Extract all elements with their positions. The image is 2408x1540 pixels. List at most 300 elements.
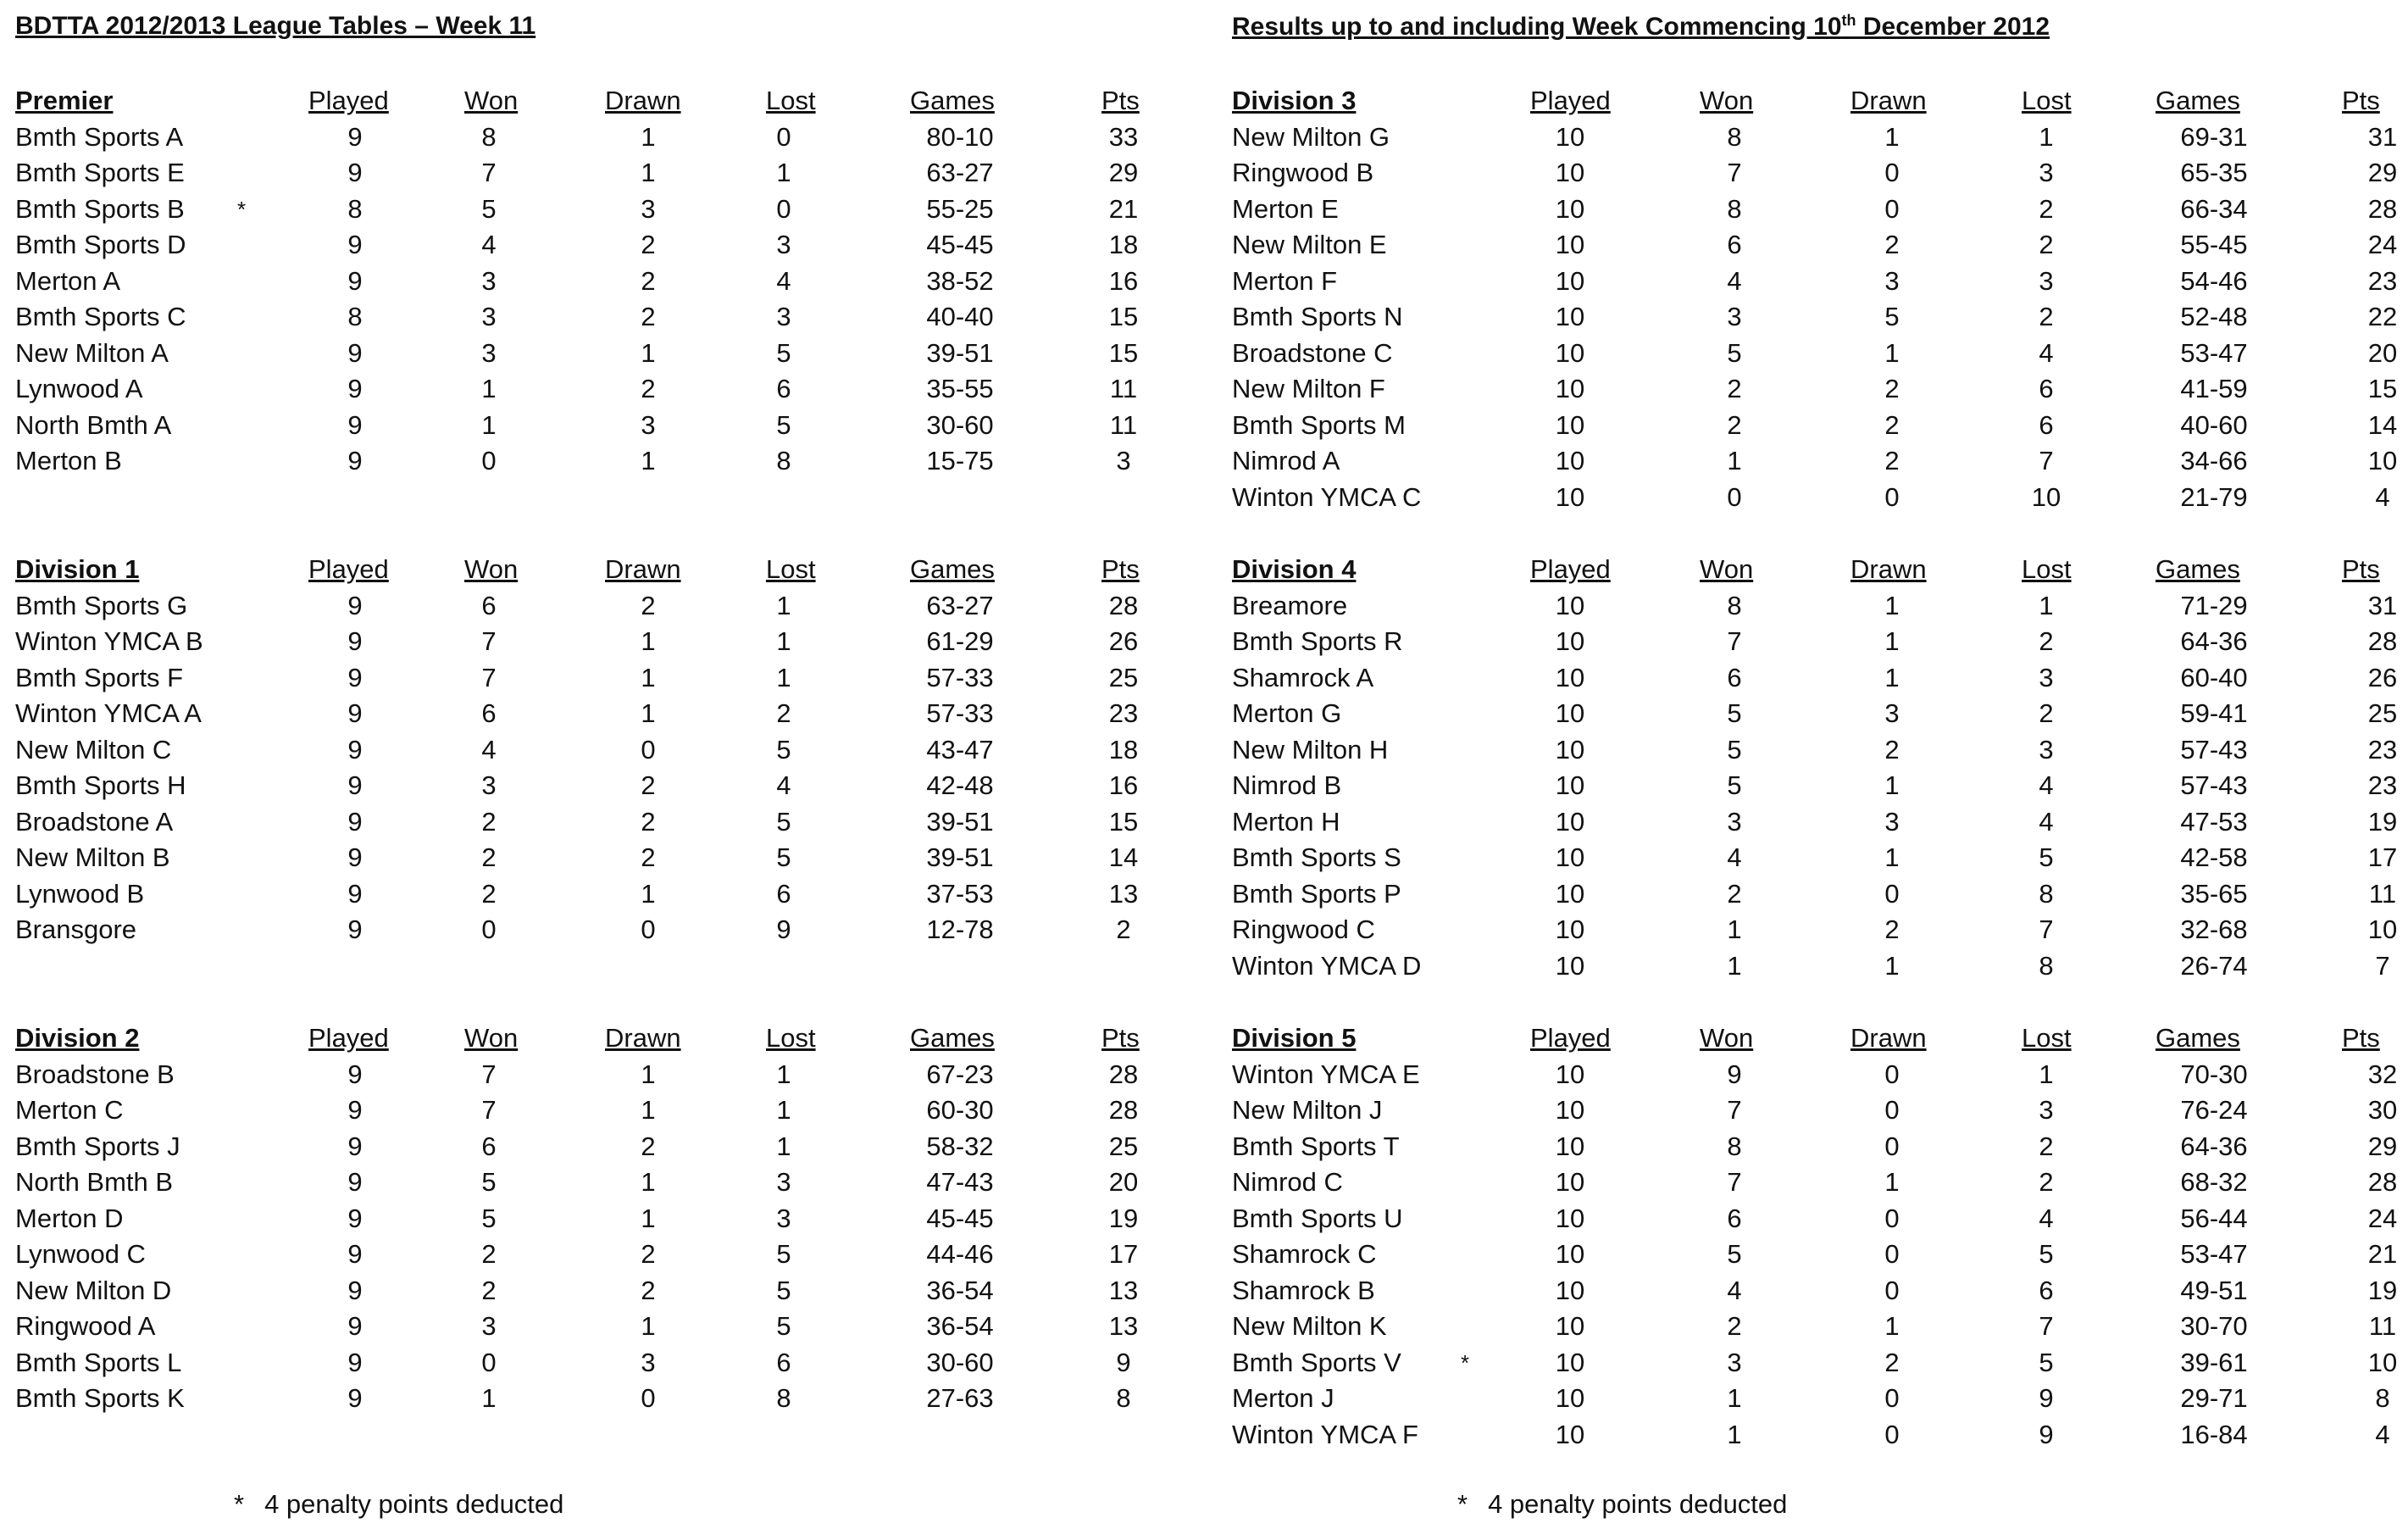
table-row: [15, 624, 1185, 660]
cell-played: 9: [347, 1131, 363, 1161]
cell-drawn: 1: [641, 121, 656, 152]
cell-games: 44-46: [926, 1239, 994, 1269]
cell-won: 2: [1727, 409, 1742, 440]
team-name: Merton E: [1232, 193, 1339, 224]
cell-drawn: 1: [1884, 590, 1900, 620]
cell-pts: 8: [1116, 1383, 1131, 1413]
footnote-star: *: [1457, 1489, 1468, 1519]
cell-games: 30-60: [926, 1347, 994, 1377]
column-header-drawn: Drawn: [1850, 1023, 1927, 1053]
cell-games: 57-33: [926, 662, 994, 692]
cell-lost: 3: [776, 230, 791, 259]
cell-won: 3: [481, 770, 497, 800]
team-name: Bmth Sports R: [1232, 626, 1403, 656]
team-name: Merton B: [15, 446, 122, 475]
cell-pts: 15: [1108, 302, 1139, 331]
cell-won: 7: [481, 1059, 497, 1089]
cell-lost: 5: [776, 337, 791, 368]
table-row: [15, 408, 1185, 444]
cell-games: 26-74: [2180, 950, 2248, 981]
cell-pts: 13: [1108, 878, 1139, 909]
cell-lost: 8: [776, 1383, 791, 1413]
cell-won: 6: [481, 1131, 497, 1161]
cell-played: 9: [347, 590, 363, 620]
team-name: Bmth Sports K: [15, 1383, 185, 1413]
cell-won: 8: [1727, 1131, 1742, 1161]
cell-games: 59-41: [2180, 698, 2248, 728]
cell-played: 9: [347, 1347, 363, 1377]
cell-pts: 29: [2367, 158, 2398, 187]
cell-won: 0: [481, 1347, 497, 1377]
table-header-row: [15, 83, 1185, 120]
cell-played: 10: [1555, 626, 1585, 656]
table-row: [15, 840, 1185, 876]
cell-lost: 5: [776, 1275, 791, 1305]
cell-games: 35-55: [926, 374, 994, 403]
cell-won: 3: [1727, 302, 1742, 331]
team-name: Bransgore: [15, 915, 137, 944]
cell-pts: 20: [1108, 1167, 1139, 1197]
cell-drawn: 0: [641, 734, 656, 764]
cell-played: 10: [1555, 121, 1585, 152]
cell-played: 10: [1555, 193, 1585, 224]
cell-games: 47-43: [926, 1167, 994, 1197]
title-right-text-end: December 2012: [1856, 13, 2050, 41]
cell-games: 71-29: [2180, 590, 2248, 620]
cell-won: 5: [1727, 770, 1742, 800]
column-header-lost: Lost: [766, 86, 816, 115]
cell-games: 68-32: [2180, 1167, 2248, 1197]
team-name: Breamore: [1232, 590, 1348, 620]
cell-pts: 28: [1108, 590, 1139, 620]
cell-played: 10: [1555, 1167, 1585, 1197]
team-name: Lynwood B: [15, 878, 145, 909]
table-row: [1232, 912, 2401, 948]
cell-played: 10: [1555, 1275, 1585, 1305]
cell-drawn: 2: [1884, 446, 1900, 475]
table-row: [15, 588, 1185, 625]
cell-played: 10: [1555, 878, 1585, 909]
cell-pts: 23: [1108, 698, 1139, 728]
cell-pts: 23: [2367, 770, 2398, 800]
cell-games: 60-30: [926, 1095, 994, 1125]
page-title-right: [1232, 12, 2050, 42]
column-header-pts: Pts: [2342, 86, 2380, 115]
cell-lost: 5: [776, 1239, 791, 1269]
column-header-played: Played: [308, 1023, 389, 1053]
cell-lost: 7: [2039, 1311, 2054, 1341]
cell-played: 9: [347, 1059, 363, 1089]
cell-pts: 26: [2367, 662, 2398, 692]
cell-pts: 10: [2367, 1347, 2398, 1377]
column-header-pts: Pts: [1101, 554, 1140, 584]
cell-lost: 9: [2039, 1419, 2054, 1449]
team-name: Merton D: [15, 1203, 124, 1233]
cell-lost: 2: [2039, 1167, 2054, 1197]
cell-lost: 5: [776, 734, 791, 764]
team-name: New Milton F: [1232, 374, 1385, 403]
column-header-won: Won: [1700, 1023, 1754, 1053]
cell-won: 3: [481, 302, 497, 331]
cell-won: 7: [1727, 626, 1742, 656]
cell-played: 9: [347, 1239, 363, 1269]
team-name: Bmth Sports T: [1232, 1131, 1400, 1161]
team-name: Bmth Sports J: [15, 1131, 180, 1161]
team-name: Winton YMCA D: [1232, 950, 1422, 981]
cell-games: 38-52: [926, 265, 994, 296]
cell-games: 40-40: [926, 302, 994, 331]
cell-drawn: 0: [641, 915, 656, 944]
cell-drawn: 0: [641, 1383, 656, 1413]
cell-lost: 4: [2039, 770, 2054, 800]
footnote-penalty-right: [1457, 1489, 1787, 1520]
cell-games: 63-27: [926, 158, 994, 187]
cell-played: 10: [1555, 1059, 1585, 1089]
division-table-division-4: [1232, 552, 2401, 984]
cell-drawn: 0: [1884, 1275, 1900, 1305]
column-header-won: Won: [464, 554, 519, 584]
team-name: North Bmth A: [15, 409, 172, 440]
cell-lost: 3: [2039, 1095, 2054, 1125]
table-row: [1232, 408, 2401, 444]
cell-won: 6: [481, 590, 497, 620]
penalty-marker: *: [1461, 1349, 1470, 1376]
footnote-text: 4 penalty points deducted: [1488, 1489, 1788, 1519]
column-header-games: Games: [910, 554, 995, 584]
footnote-text: 4 penalty points deducted: [264, 1489, 564, 1519]
table-row: [15, 371, 1185, 408]
cell-games: 39-61: [2180, 1347, 2248, 1377]
cell-pts: 15: [1108, 337, 1139, 368]
table-row: [15, 912, 1185, 948]
team-name: Bmth Sports U: [1232, 1203, 1403, 1233]
cell-pts: 13: [1108, 1311, 1139, 1341]
cell-pts: 32: [2367, 1059, 2398, 1089]
team-name: Merton J: [1232, 1383, 1334, 1413]
cell-drawn: 1: [641, 1311, 656, 1341]
cell-lost: 3: [2039, 158, 2054, 187]
cell-played: 9: [347, 626, 363, 656]
cell-lost: 1: [2039, 121, 2054, 152]
team-name: New Milton J: [1232, 1095, 1383, 1125]
cell-drawn: 0: [1884, 1203, 1900, 1233]
column-header-played: Played: [308, 86, 389, 115]
team-name: Broadstone A: [15, 806, 174, 837]
cell-won: 8: [1727, 590, 1742, 620]
cell-games: 42-48: [926, 770, 994, 800]
cell-won: 5: [481, 1203, 497, 1233]
cell-won: 7: [1727, 158, 1742, 187]
column-header-won: Won: [1700, 86, 1754, 115]
cell-played: 9: [347, 158, 363, 187]
footnote-penalty-left: [234, 1489, 563, 1520]
division-table-division-3: [1232, 83, 2401, 515]
cell-won: 3: [1727, 806, 1742, 837]
table-row: [1232, 624, 2401, 660]
cell-pts: 21: [2367, 1239, 2398, 1269]
team-name: New Milton C: [15, 734, 172, 764]
table-row: [15, 696, 1185, 732]
cell-pts: 23: [2367, 734, 2398, 764]
cell-games: 39-51: [926, 806, 994, 837]
cell-lost: 2: [776, 698, 791, 728]
cell-pts: 22: [2367, 302, 2398, 331]
cell-games: 66-34: [2180, 193, 2248, 224]
team-name: Shamrock B: [1232, 1275, 1375, 1305]
cell-pts: 25: [1108, 662, 1139, 692]
cell-played: 9: [347, 446, 363, 475]
table-row: [15, 1345, 1185, 1382]
cell-lost: 4: [776, 770, 791, 800]
team-name: Bmth Sports G: [15, 590, 188, 620]
cell-pts: 15: [1108, 806, 1139, 837]
cell-won: 0: [1727, 481, 1742, 512]
column-header-won: Won: [1700, 554, 1754, 584]
table-row: [15, 660, 1185, 697]
cell-lost: 6: [2039, 409, 2054, 440]
table-row: [1232, 876, 2401, 913]
cell-games: 69-31: [2180, 121, 2248, 152]
team-name: Shamrock A: [1232, 662, 1374, 692]
division-name: Division 3: [1232, 86, 1357, 115]
cell-pts: 2: [1116, 915, 1131, 944]
cell-drawn: 2: [1884, 915, 1900, 944]
cell-won: 0: [481, 446, 497, 475]
cell-drawn: 2: [1884, 734, 1900, 764]
cell-drawn: 1: [641, 446, 656, 475]
cell-games: 39-51: [926, 337, 994, 368]
team-name: Bmth Sports A: [15, 121, 184, 152]
cell-won: 4: [1727, 265, 1742, 296]
table-row: [15, 443, 1185, 480]
cell-won: 5: [481, 1167, 497, 1197]
table-row: [1232, 660, 2401, 697]
cell-drawn: 2: [1884, 374, 1900, 403]
cell-games: 65-35: [2180, 158, 2248, 187]
table-row: [1232, 840, 2401, 876]
cell-won: 6: [1727, 230, 1742, 259]
cell-pts: 33: [1108, 121, 1139, 152]
cell-lost: 1: [2039, 590, 2054, 620]
cell-lost: 5: [2039, 842, 2054, 872]
column-header-drawn: Drawn: [605, 1023, 681, 1053]
division-name: Division 1: [15, 554, 140, 584]
cell-played: 9: [347, 1167, 363, 1197]
cell-drawn: 2: [641, 374, 656, 403]
table-row: [1232, 1273, 2401, 1309]
cell-played: 10: [1555, 230, 1585, 259]
cell-drawn: 1: [641, 662, 656, 692]
cell-drawn: 2: [641, 806, 656, 837]
cell-lost: 6: [2039, 1275, 2054, 1305]
column-header-lost: Lost: [2022, 1023, 2072, 1053]
cell-played: 9: [347, 121, 363, 152]
cell-played: 10: [1555, 265, 1585, 296]
cell-won: 3: [481, 265, 497, 296]
cell-drawn: 3: [1884, 265, 1900, 296]
cell-played: 10: [1555, 409, 1585, 440]
cell-lost: 2: [2039, 193, 2054, 224]
cell-lost: 1: [2039, 1059, 2054, 1089]
cell-played: 10: [1555, 481, 1585, 512]
cell-lost: 4: [2039, 1203, 2054, 1233]
cell-games: 61-29: [926, 626, 994, 656]
cell-games: 49-51: [2180, 1275, 2248, 1305]
cell-games: 58-32: [926, 1131, 994, 1161]
table-row: [15, 299, 1185, 336]
table-row: [15, 1165, 1185, 1201]
table-row: [1232, 443, 2401, 480]
cell-played: 10: [1555, 1131, 1585, 1161]
cell-games: 53-47: [2180, 337, 2248, 368]
cell-pts: 31: [2367, 590, 2398, 620]
cell-games: 32-68: [2180, 915, 2248, 944]
cell-played: 10: [1555, 662, 1585, 692]
cell-lost: 8: [2039, 950, 2054, 981]
team-name: Bmth Sports S: [1232, 842, 1401, 872]
cell-drawn: 1: [1884, 842, 1900, 872]
column-header-games: Games: [910, 1023, 995, 1053]
cell-pts: 11: [1109, 374, 1138, 403]
cell-played: 10: [1555, 842, 1585, 872]
cell-drawn: 0: [1884, 878, 1900, 909]
table-row: [1232, 336, 2401, 372]
cell-pts: 29: [2367, 1131, 2398, 1161]
cell-drawn: 1: [1884, 950, 1900, 981]
cell-won: 5: [1727, 337, 1742, 368]
cell-played: 10: [1555, 1311, 1585, 1341]
cell-won: 6: [1727, 662, 1742, 692]
cell-played: 9: [347, 842, 363, 872]
cell-lost: 1: [776, 662, 791, 692]
cell-won: 3: [1727, 1347, 1742, 1377]
division-name: Premier: [15, 86, 114, 115]
cell-drawn: 1: [1884, 770, 1900, 800]
cell-drawn: 1: [641, 1167, 656, 1197]
cell-pts: 4: [2375, 1419, 2390, 1449]
column-header-games: Games: [2156, 86, 2240, 115]
cell-lost: 1: [776, 1059, 791, 1089]
cell-pts: 11: [2368, 1311, 2397, 1341]
footnote-star: *: [234, 1489, 245, 1519]
team-name: Bmth Sports M: [1232, 409, 1406, 440]
cell-drawn: 0: [1884, 1131, 1900, 1161]
cell-lost: 6: [776, 1347, 791, 1377]
table-header-row: [15, 1020, 1185, 1057]
cell-pts: 19: [1108, 1203, 1139, 1233]
table-row: [1232, 1345, 2401, 1382]
cell-won: 7: [481, 1095, 497, 1125]
column-header-played: Played: [1530, 86, 1611, 115]
cell-played: 10: [1555, 1239, 1585, 1269]
table-row: [15, 192, 1185, 228]
cell-drawn: 3: [641, 193, 656, 224]
cell-drawn: 5: [1884, 302, 1900, 331]
cell-played: 10: [1555, 374, 1585, 403]
cell-won: 8: [1727, 121, 1742, 152]
cell-won: 3: [481, 337, 497, 368]
cell-drawn: 0: [1884, 193, 1900, 224]
cell-pts: 18: [1108, 230, 1139, 259]
column-header-drawn: Drawn: [605, 554, 681, 584]
cell-games: 45-45: [926, 230, 994, 259]
cell-played: 10: [1555, 1419, 1585, 1449]
cell-lost: 5: [776, 806, 791, 837]
cell-won: 5: [1727, 734, 1742, 764]
table-row: [1232, 120, 2401, 156]
team-name: Ringwood A: [15, 1311, 156, 1341]
cell-games: 15-75: [926, 446, 994, 475]
cell-games: 43-47: [926, 734, 994, 764]
cell-lost: 5: [776, 842, 791, 872]
table-row: [15, 336, 1185, 372]
cell-lost: 8: [2039, 878, 2054, 909]
cell-lost: 4: [776, 265, 791, 296]
cell-games: 29-71: [2180, 1383, 2248, 1413]
team-name: Shamrock C: [1232, 1239, 1377, 1269]
cell-pts: 30: [2367, 1095, 2398, 1125]
column-header-won: Won: [464, 1023, 519, 1053]
cell-lost: 5: [2039, 1347, 2054, 1377]
table-header-row: [1232, 83, 2401, 120]
cell-games: 67-23: [926, 1059, 994, 1089]
division-name: Division 5: [1232, 1023, 1357, 1053]
cell-lost: 7: [2039, 915, 2054, 944]
cell-lost: 6: [2039, 374, 2054, 403]
column-header-drawn: Drawn: [1850, 86, 1927, 115]
table-row: [1232, 732, 2401, 769]
cell-pts: 18: [1108, 734, 1139, 764]
division-table-division-5: [1232, 1020, 2401, 1453]
cell-games: 21-79: [2180, 481, 2248, 512]
division-name: Division 2: [15, 1023, 140, 1053]
cell-pts: 8: [2375, 1383, 2390, 1413]
cell-pts: 31: [2367, 121, 2398, 152]
team-name: Merton H: [1232, 806, 1340, 837]
cell-drawn: 1: [641, 1095, 656, 1125]
cell-games: 80-10: [926, 121, 994, 152]
table-row: [1232, 299, 2401, 336]
cell-pts: 25: [1108, 1131, 1139, 1161]
column-header-pts: Pts: [1101, 86, 1140, 115]
cell-lost: 4: [2039, 806, 2054, 837]
team-name: Winton YMCA E: [1232, 1059, 1420, 1089]
table-header-row: [1232, 552, 2401, 588]
table-row: [1232, 1201, 2401, 1237]
cell-games: 35-65: [2180, 878, 2248, 909]
team-name: Winton YMCA F: [1232, 1419, 1418, 1449]
cell-games: 53-47: [2180, 1239, 2248, 1269]
table-row: [15, 1237, 1185, 1273]
column-header-played: Played: [308, 554, 389, 584]
team-name: Ringwood B: [1232, 158, 1374, 187]
cell-won: 1: [1727, 950, 1742, 981]
cell-won: 2: [1727, 374, 1742, 403]
cell-lost: 3: [776, 1167, 791, 1197]
cell-games: 64-36: [2180, 1131, 2248, 1161]
cell-won: 7: [481, 626, 497, 656]
cell-played: 10: [1555, 734, 1585, 764]
column-header-games: Games: [2156, 554, 2240, 584]
cell-played: 10: [1555, 1347, 1585, 1377]
table-row: [1232, 1129, 2401, 1165]
team-name: Ringwood C: [1232, 915, 1375, 944]
cell-played: 9: [347, 1311, 363, 1341]
cell-played: 10: [1555, 337, 1585, 368]
cell-drawn: 0: [1884, 1419, 1900, 1449]
table-row: [15, 732, 1185, 769]
cell-games: 54-46: [2180, 265, 2248, 296]
